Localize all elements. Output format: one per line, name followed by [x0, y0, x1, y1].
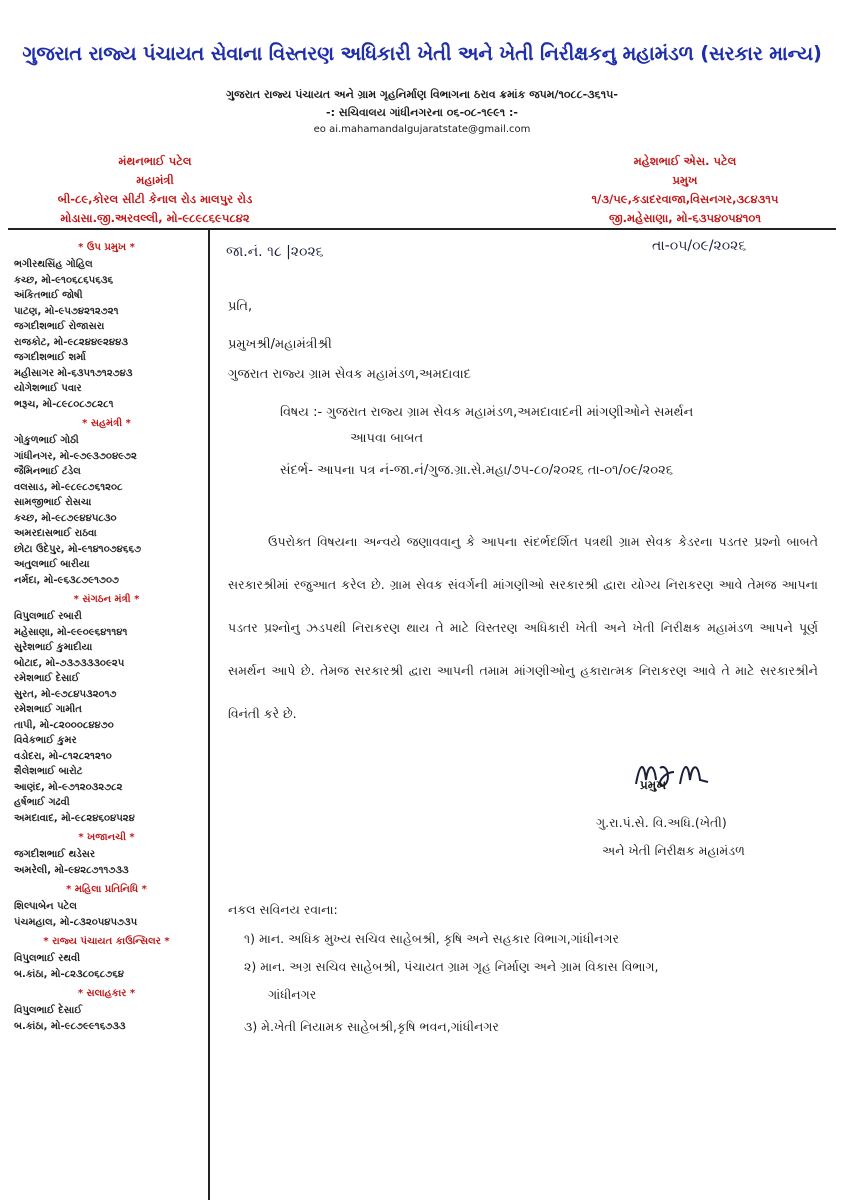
sidebar-member-line: સામજીભાઈ રોસચા [14, 497, 92, 508]
sidebar-member-line: અમદાવાદ, મો-૯૮૨૪૬૦૪૫૨૪ [14, 812, 135, 824]
letter-date: તા-૦૫/૦૯/૨૦૨૬ [652, 238, 747, 254]
header-divider [8, 228, 836, 230]
signatory-title: પ્રમુખ [640, 778, 667, 792]
body-paragraph: ઉપરોક્ત વિષયના અન્વયે જણાવવાનુ કે આપના સંદર્ભદર્શિત પત્રથી ગ્રામ સેવક કેડરના પડતર પ્રશ્નો બાબતે સરકારશ્રીમાં રજુઆત કરેલ છે. ગ્રામ સેવક સંવર્ગની માંગણીઓ સરકારશ્રી દ્વારા યોગ્ય નિરાકરણ આવે તેમજ આપના પડતર પ્રશ્નોનુ ઝડપથી નિરાકરણ થાય તે માટે વિસ્તરણ અધિકારી ખેતી અને ખેતી નિરીક્ષક મહામંડળ આપને પૂર્ણ સમર્થન આપે છે. તેમજ સરકારશ્રી દ્વારા આપની તમામ માંગણીઓનુ હકારાત્મક નિરાકરણ આવે તે માટે સરકારશ્રીને વિનંતી કરે છે. [228, 534, 818, 721]
sidebar-member-line: અમરદાસભાઈ રાઠવા [14, 528, 97, 539]
sidebar-member-line: યોગેશભાઈ પવાર [14, 383, 82, 394]
copy-to-heading: નકલ સવિનય રવાના: [228, 902, 338, 917]
sidebar-member-line: અતુલભાઈ બારીયા [14, 559, 90, 570]
sidebar-member-line: આણંદ, મો-૯૭૧૨૦૩૨૭૮૨ [14, 781, 123, 793]
recipient-org: ગુજરાત રાજ્ય ગ્રામ સેવક મહામંડળ,અમદાવાદ [228, 367, 471, 382]
sidebar-member-line: રાજકોટ, મો-૯૮૨૪૪૯૨૪૪૩ [14, 336, 128, 348]
reference-number: જા.નં. ૧૮ |૨૦૨૬ [226, 244, 324, 260]
sidebar-member-line: મહીસાગર મો-૬૩૫૧૭૧૨૭૪૩ [14, 367, 133, 379]
sidebar-member-list [14, 847, 199, 878]
sidebar-member-list [14, 899, 199, 930]
general-secretary-name: મંથનભાઈ પટેલ [118, 154, 192, 168]
sidebar-member-line: ગોકુળભાઈ ગોઠી [14, 435, 79, 446]
sidebar-member-line: જૈમિનભાઈ ટંડેલ [14, 466, 81, 477]
sidebar-section-heading: * સલાહકાર * [77, 988, 136, 999]
sidebar-section-heading: * ઉપ પ્રમુખ * [78, 242, 135, 253]
president-role: પ્રમુખ [672, 173, 698, 187]
recipient-block [228, 292, 471, 390]
president-address: ૧/૩/૫૯,કડાદરવાજા,વિસનગર,૩૮૪૩૧૫ [591, 192, 779, 206]
sidebar-member-line: નર્મદા, મો-૯૬૩૮૭૯૧૭૦૭ [14, 574, 119, 586]
president-block [540, 152, 830, 228]
sidebar-member-line: છોટા ઉદેપુર, મો-૯૧૪૧૦૭૪૬૬૭ [14, 543, 142, 555]
sidebar-member-line: વિવેકભાઈ કુમર [14, 735, 77, 746]
sidebar-member-line: અમરેલી, મો-૯૪૨૮૭૧૧૭૩૩ [14, 864, 129, 876]
member-sidebar [14, 236, 199, 1034]
sidebar-member-line: તાપી, મો-૮૨૦૦૦૮૪૪૭૦ [14, 719, 114, 731]
sidebar-member-list [14, 433, 199, 588]
sidebar-member-line: જગદીશભાઈ થડેસર [14, 849, 96, 860]
sidebar-member-line: રમેશભાઈ દેસાઈ [14, 673, 80, 684]
sidebar-member-list [14, 257, 199, 412]
sidebar-member-line: બ.કાંઠા, મો-૯૮૭૯૯૧૬૭૩૩ [14, 1020, 126, 1032]
secretariat-line: -: સચિવાલય ગાંધીનગરના ૦૬-૦૮-૧૯૯૧ :- [326, 106, 518, 119]
copy-item: ૨) માન. અગ્ર સચિવ સાહેબશ્રી, પંચાયત ગ્રામ ગૃહ નિર્માણ અને ગ્રામ વિકાસ વિભાગ, [244, 959, 659, 974]
email-address: eo ai.mahamandalgujaratstate@gmail.com [313, 124, 531, 135]
sidebar-divider [208, 230, 210, 1200]
sidebar-member-line: વલસાડ, મો-૯૮૯૮૭૬૧૨૦૮ [14, 481, 123, 493]
resolution-line: ગુજરાત રાજ્ય પંચાયત અને ગ્રામ ગૃહનિર્માણ વિભાગના ઠરાવ ક્રમાંક જપમ/૧૦૮૮-૩૬૧૫- [226, 88, 618, 101]
sidebar-member-line: વડોદરા, મો-૮૧૨૮૨૧૨૧૦ [14, 750, 112, 762]
sidebar-member-line: જગદીશભાઈ રોજાસરા [14, 321, 105, 332]
copy-item: ૧) માન. અધિક મુખ્ય સચિવ સાહેબશ્રી, કૃષિ અને સહકાર વિભાગ,ગાંધીનગર [244, 931, 619, 946]
general-secretary-address: બી-૮૯,કોરલ સીટી કેનાલ રોડ માલપુર રોડ [57, 192, 253, 206]
sidebar-member-line: કચ્છ, મો-૯૮૭૯૪૪૫૮૩૦ [14, 512, 117, 524]
sidebar-member-line: રમેશભાઈ ગામીત [14, 704, 82, 715]
sidebar-member-line: ભરૂચ, મો-૮૯૮૦૮૭૮૨૮૧ [14, 398, 114, 410]
copy-item: ૩) મે.ખેતી નિયામક સાહેબશ્રી,કૃષિ ભવન,ગાંધીનગર [244, 1019, 499, 1034]
subject-line-cont: આપવા બાબત [350, 431, 424, 446]
sidebar-member-list [14, 951, 199, 982]
sidebar-section-heading: * સહમંત્રી * [82, 418, 131, 429]
sidebar-section-heading: * સંગઠન મંત્રી * [73, 594, 140, 605]
president-name: મહેશભાઈ એસ. પટેલ [633, 154, 737, 168]
sidebar-section-heading: * ખજાનચી * [78, 832, 135, 843]
sidebar-member-line: ભગીરથસિંહ ગોહિલ [14, 259, 93, 270]
sidebar-member-line: પાટણ, મો-૯૫૭૪૨૧૨૭૨૧ [14, 305, 119, 317]
sidebar-member-line: બ.કાંઠા, મો-૮૨૩૮૦૬૮૭૬૪ [14, 968, 124, 980]
sidebar-member-line: મહેસાણા, મો-૯૯૦૯૬૪૧૧૪૧ [14, 626, 128, 638]
subject-block [280, 400, 693, 484]
sidebar-member-line: શિલ્પાબેન પટેલ [14, 901, 77, 912]
signatory-org-line2: અને ખેતી નિરીક્ષક મહામંડળ [602, 843, 745, 858]
sidebar-section-heading: * મહિલા પ્રતિનિધિ * [66, 884, 147, 895]
sidebar-member-line: હર્ષભાઈ ગઢવી [14, 797, 70, 808]
general-secretary-role: મહામંત્રી [136, 173, 174, 187]
letterhead-title: ગુજરાત રાજ્ય પંચાયત સેવાના વિસ્તરણ અધિકારી ખેતી અને ખેતી નિરીક્ષકનુ મહામંડળ (સરકાર માન્ય) [22, 42, 822, 65]
sidebar-member-line: વિપુલભાઈ રથવી [14, 953, 81, 964]
sidebar-member-line: શૈલેશભાઈ બારોટ [14, 766, 83, 777]
general-secretary-block [30, 152, 280, 228]
sidebar-member-line: સુરત, મો-૯૭૮૪૫૩૨૦૧૭ [14, 688, 117, 700]
sidebar-member-list [14, 609, 199, 826]
sidebar-section-heading: * રાજ્ય પંચાયત કાઉન્સિલર * [43, 936, 170, 947]
general-secretary-contact: મોડાસા.જી.અરવલ્લી, મો-૯૮૯૮૬૯૫૮૪૨ [60, 211, 250, 225]
reference-line: સંદર્ભ- આપના પત્ર નં-જા.નં/ગુજ.ગ્રા.સે.મહા/૭૫-૮૦/૨૦૨૬ તા-૦૧/૦૯/૨૦૨૬ [280, 463, 674, 478]
sidebar-member-line: વિપુલભાઈ રબારી [14, 611, 82, 622]
sidebar-member-list [14, 1003, 199, 1034]
signatory-org-line1: ગુ.રા.પં.સે. વિ.અધિ.(ખેતી) [596, 815, 727, 830]
letter-body [228, 520, 818, 735]
president-contact: જી.મહેસાણા, મો-૬૩૫૪૦૫૪૧૦૧ [608, 211, 761, 225]
sidebar-member-line: વિપુલભાઈ દેસાઈ [14, 1005, 83, 1016]
recipient-title: પ્રમુખશ્રી/મહામંત્રીશ્રી [228, 337, 332, 352]
recipient-label: પ્રતિ, [228, 299, 253, 314]
sidebar-member-line: અંકિતભાઈ જોષી [14, 290, 83, 301]
sidebar-member-line: બોટાદ, મો-૭૩૭૩૩૩૦૯૨૫ [14, 657, 125, 669]
sidebar-member-line: પંચમહાલ, મો-૮૩૨૦૫૪૫૭૩૫ [14, 916, 138, 928]
sidebar-member-line: જગદીશભાઈ શર્મા [14, 352, 86, 363]
sidebar-member-line: સુરેશભાઈ કુમાદીયા [14, 642, 93, 653]
copy-to-list [244, 925, 659, 1041]
copy-item-cont: ગાંધીનગર [268, 987, 317, 1002]
subject-line: વિષય :- ગુજરાત રાજ્ય ગ્રામ સેવક મહામંડળ,અમદાવાદની માંગણીઓને સમર્થન [280, 405, 694, 420]
sidebar-member-line: ગાંધીનગર, મો-૯૭૯૩૭૦૪૯૭૨ [14, 450, 137, 462]
sidebar-member-line: કચ્છ, મો-૯૧૦૬૮૬૫૬૩૬ [14, 274, 114, 286]
